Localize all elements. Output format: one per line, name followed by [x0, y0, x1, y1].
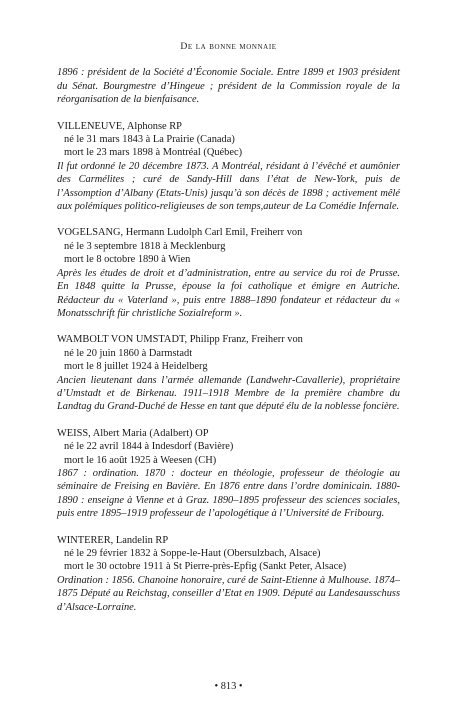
entry-bio: 1867 : ordination. 1870 : docteur en théologie, professeur de théologie au séminaire de Freising en Bavière. En 1876 entre dans l’ordre dominicain. 1880-1890 : enseigne à Vienne et à Graz. 1890–1895 professeur des sciences sociales, puis entre 1895–1919 professeur de l’apologétique à l’Université de Fribourg. [57, 467, 400, 520]
intro-paragraph: 1896 : président de la Société d’Économie Sociale. Entre 1899 et 1903 président du Sénat. Bourgmestre d’Hingeue ; président de la Commission royale de la réorganisation de la bienfaisance. [57, 67, 400, 106]
entry-name: VILLENEUVE, Alphonse RP [57, 120, 182, 132]
entry-died: mort le 8 octobre 1890 à Wien [64, 254, 191, 266]
entry-born: né le 29 février 1832 à Soppe-le-Haut (Obersulzbach, Alsace) [64, 548, 321, 559]
entry-died: mort le 8 juillet 1924 à Heidelberg [64, 361, 208, 373]
page-number: • 813 • [214, 681, 243, 692]
entry-bio: Ancien lieutenant dans l’armée allemande (Landwehr-Cavallerie), propriétaire d’Umstadt et de Birkenau. 1911–1918 Membre de la première chambre du Landtag du Grand-Duché de Hesse en tant que député élu de la noblesse foncière. [57, 374, 400, 413]
entry-name: WAMBOLT VON UMSTADT, Philipp Franz, Freiherr von [57, 334, 303, 346]
entry-name: WEISS, Albert Maria (Adalbert) OP [57, 427, 209, 439]
entry-died: mort le 16 août 1925 à Weesen (CH) [64, 454, 217, 466]
entry-bio: Ordination : 1856. Chanoine honoraire, curé de Saint-Etienne à Mulhouse. 1874–1875 Député au Reichstag, conseiller d’Etat en 1909. Député au Landesausschuss d’Alsace-Lorraine. [57, 574, 400, 613]
entry-born: né le 31 mars 1843 à La Prairie (Canada) [64, 134, 235, 146]
entry-name: VOGELSANG, Hermann Ludolph Carl Emil, Freiherr von [57, 227, 303, 239]
entry-wambolt [57, 333, 400, 413]
entry-born: né le 20 juin 1860 à Darmstadt [64, 347, 193, 359]
entry-name: WINTERER, Landelin RP [57, 534, 169, 546]
entry-bio: Après les études de droit et d’administration, entre au service du roi de Prusse. En 1848 quitte la Prusse, épouse la foi catholique et émigre en Autriche. Rédacteur du « Vaterland », puis entre 1888–1890 fondateur et rédacteur du « Monatsschrift für christliche Sozialreform ». [57, 267, 400, 319]
entry-born: né le 22 avril 1844 à Indesdorf (Bavière) [64, 441, 234, 453]
entry-died: mort le 30 octobre 1911 à St Pierre-près-Epfig (Sankt Peter, Alsace) [64, 561, 347, 573]
running-head: De la bonne monnaie [180, 41, 277, 52]
entry-villeneuve [57, 120, 400, 214]
entry-weiss [57, 427, 400, 521]
entry-bio: Il fut ordonné le 20 décembre 1873. A Montréal, résidant à l’évêché et aumônier des Carmélites ; curé de Sandy-Hill dans l’état de New-York, puis de l’Assomption d’Albany (Etats-Unis) jusqu’à son décès de 1898 ; activement mêlé aux polémiques politico-religieuses de son temps,auteur de La Comédie Infernale. [57, 160, 400, 213]
entry-died: mort le 23 mars 1898 à Montréal (Québec) [64, 147, 243, 159]
entry-vogelsang [57, 226, 400, 320]
entry-winterer [57, 534, 400, 614]
entry-born: né le 3 septembre 1818 à Mecklenburg [64, 240, 226, 252]
page-body [57, 40, 400, 627]
